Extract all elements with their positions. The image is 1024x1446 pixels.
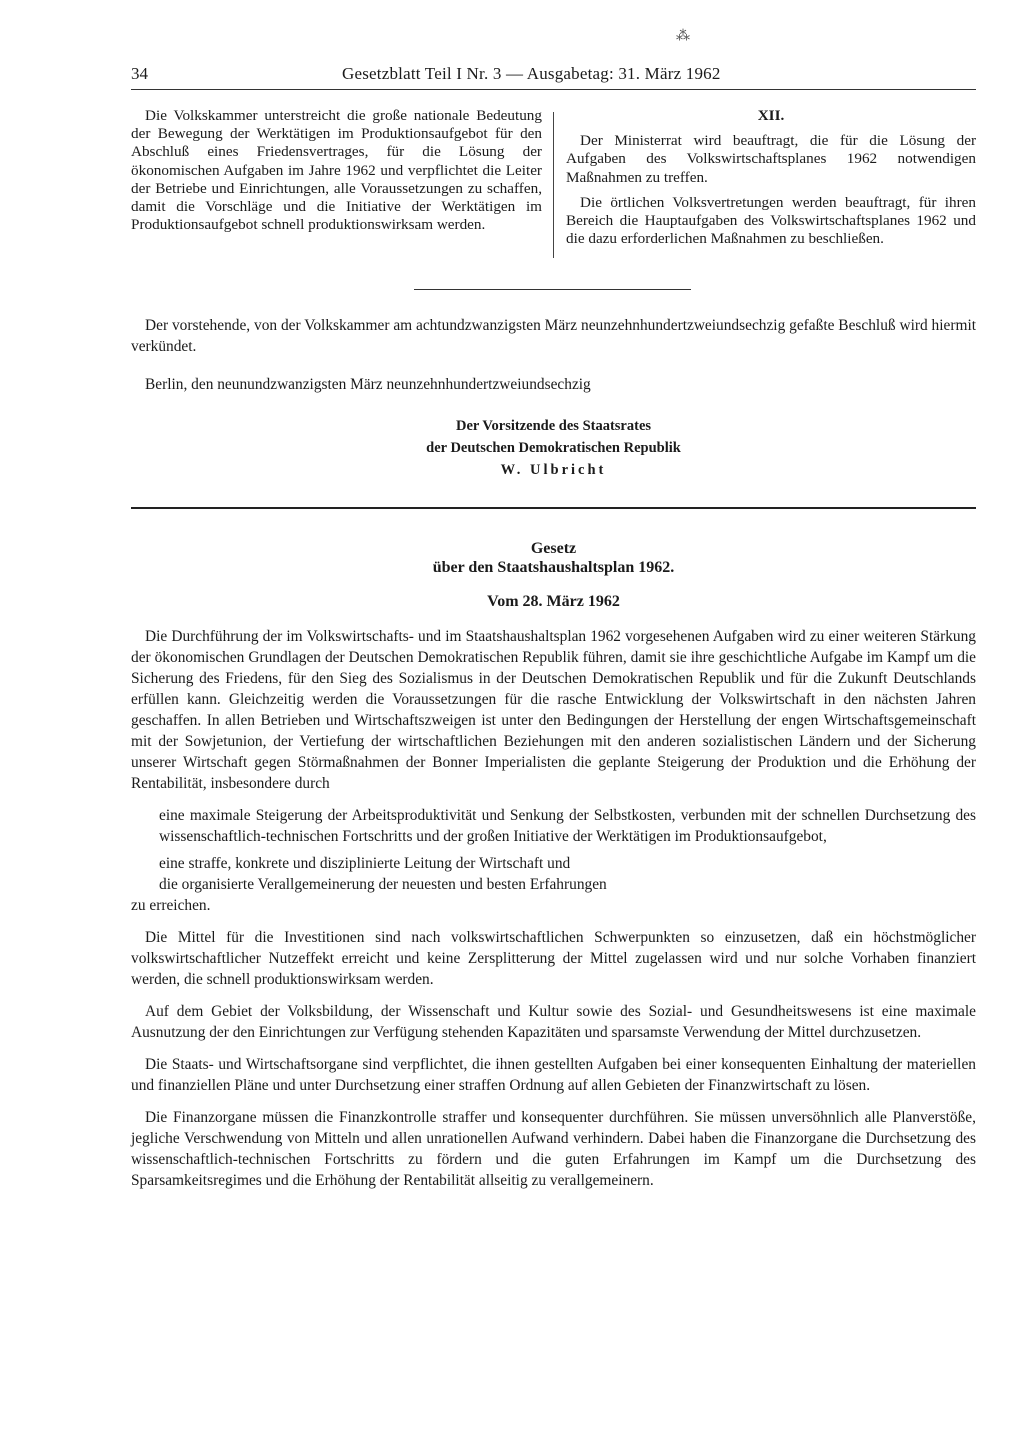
signatory-title-1: Der Vorsitzende des Staatsrates [455, 418, 652, 434]
law-intro: Die Durchführung der im Volkswirtschafts- und im Staatshaushaltsplan 1962 vorgesehenen Aufgaben wird zu einer weiteren Stärkung der ökonomischen Grundlagen der Deutschen Demokratischen Republik führen, damit sie ihre geschichtliche Aufgabe im Kampf um die Sicherung des Friedens, für den Sieg des Sozialismus in der Deutschen Demokratischen Republik und für die Zukunft Deutschlands erfüllen kann. Gleichzeitig werden die Voraussetzungen für die rasche Entwicklung der Volkswirtschaft in den nächsten Jahren geschaffen. In allen Betrieben und Wirtschaftszweigen ist unter den Bedingungen der Herstellung der engen Wirtschaftsgemeinschaft mit der Sowjetunion, der Vertiefung der wirtschaftlichen Beziehungen mit den anderen sozialistischen Ländern und der Sicherung unserer Wirtschaft gegen Störmaßnahmen der Bonner Imperialisten die geplante Steigerung der Produktion und die Erhöhung der Rentabilität, insbesondere durch [131, 628, 976, 792]
running-title: Gesetzblatt Teil I Nr. 3 — Ausgabetag: 31. März 1962 [342, 64, 721, 83]
right-column-paragraph-1: Der Ministerrat wird beauftragt, die für die Lösung der Aufgaben des Volkswirtschaftsplanes 1962 notwendigen Maßnahmen zu treffen. [566, 132, 976, 186]
section-separator [414, 289, 691, 290]
proclamation-text: Der vorstehende, von der Volkskammer am achtundzwanzigsten März neunzehnhundertzweiundsechzig gefaßte Beschluß wird hiermit verkündet. [131, 317, 976, 355]
corner-mark: ⁂ [676, 29, 690, 44]
law-date: Vom 28. März 1962 [487, 593, 620, 610]
column-divider [553, 112, 554, 258]
section-number: XII. [757, 107, 785, 124]
law-list-item: eine straffe, konkrete und disziplinierte Leitung der Wirtschaft und [159, 855, 571, 872]
signatory-name: W. Ulbricht [500, 462, 607, 478]
place-date-text: Berlin, den neunundzwanzigsten März neunzehnhundertzweiundsechzig [145, 376, 591, 393]
law-body [131, 626, 976, 1191]
law-paragraph: Die Finanzorgane müssen die Finanzkontrolle straffer und konsequenter durchführen. Sie müssen unversöhnlich alle Planverstöße, jegliche Verschwendung von Mitteln und allen unrationellen Aufwand verhindern. Dabei haben die Finanzorgane die Durchsetzung des wissenschaftlich-technischen Fortschritts zu fördern und die guten Erfahrungen im Kampf um die Durchsetzung des Sparsamkeitsregimes und die Erhöhung der Rentabilität allseitig zu verallgemeinern. [131, 1109, 976, 1189]
place-date [131, 375, 976, 396]
left-column [131, 107, 542, 234]
left-column-paragraph: Die Volkskammer unterstreicht die große nationale Bedeutung der Bewegung der Werktätigen im Produktionsaufgebot für den Abschluß eines Friedensvertrages, für die Lösung der ökonomischen Aufgaben im Jahre 1962 und verpflichtet die Leiter der Betriebe und Einrichtungen, alle Voraussetzungen zu schaffen, damit die Vorschläge und die Initiative der Werktätigen im Produktionsaufgebot schnell produktionswirksam werden. [131, 107, 542, 234]
header-rule [131, 89, 976, 90]
signatory-title-2: der Deutschen Demokratischen Republik [426, 440, 681, 456]
law-paragraph: Auf dem Gebiet der Volksbildung, der Wissenschaft und Kultur sowie des Sozial- und Gesundheitswesens ist eine maximale Ausnutzung der den Einrichtungen zur Verfügung stehenden Kapazitäten und sparsamste Verwendung der Mittel durchzusetzen. [131, 1003, 976, 1041]
law-paragraph: Die Mittel für die Investitionen sind nach volkswirtschaftlichen Schwerpunkten so einzusetzen, daß ein höchstmöglicher volkswirtschaftlicher Nutzeffekt erreicht und keine Zersplitterung der Mittel zugelassen wird und nur solche Vorhaben finanziert werden, die schnell produktionswirksam werden. [131, 929, 976, 988]
full-width-rule [131, 507, 976, 509]
law-title: Gesetz [530, 540, 577, 557]
proclamation [131, 316, 976, 357]
law-list-item: eine maximale Steigerung der Arbeitsproduktivität und Senkung der Selbstkosten, verbunden mit der schnellen Durchsetzung des wissenschaftlich-technischen Fortschritts und der großen Initiative der Werktätigen im Produktionsaufgebot, [159, 807, 976, 845]
right-column-paragraph-2: Die örtlichen Volksvertretungen werden beauftragt, für ihren Bereich die Hauptaufgaben des Volkswirtschaftsplanes 1962 und die dazu erforderlichen Maßnahmen zu beschließen. [566, 193, 976, 248]
law-subtitle: über den Staatshaushaltsplan 1962. [432, 559, 675, 576]
right-column [566, 107, 976, 248]
law-list-item: die organisierte Verallgemeinerung der neuesten und besten Erfahrungen [159, 876, 607, 893]
law-list-end: zu erreichen. [131, 897, 211, 914]
page-header [131, 64, 976, 88]
law-paragraph: Die Staats- und Wirtschaftsorgane sind verpflichtet, die ihnen gestellten Aufgaben bei einer konsequenten Einhaltung der materiellen und finanziellen Pläne und unter Durchsetzung einer straffen Ordnung auf allen Gebieten der Finanzwirtschaft zu lösen. [131, 1056, 976, 1094]
page-number: 34 [131, 64, 148, 83]
